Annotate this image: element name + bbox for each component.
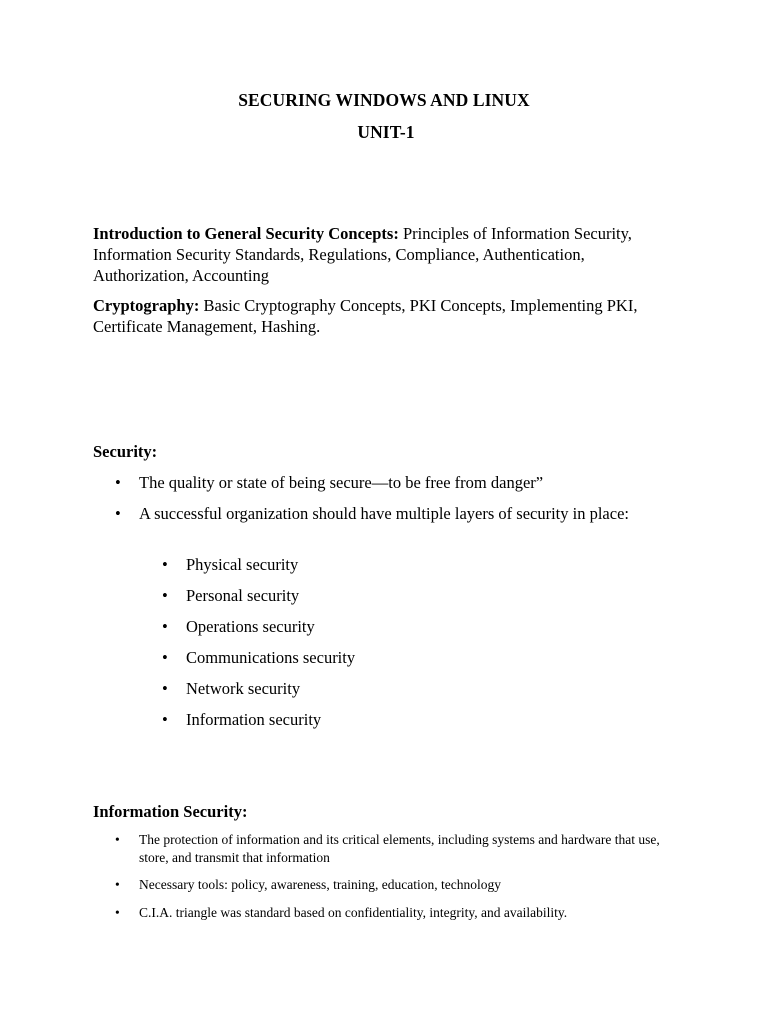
bullet-icon: • [115, 877, 120, 892]
bullet-icon: • [115, 905, 120, 920]
security-bullet-list [115, 472, 675, 524]
document-title [0, 89, 768, 143]
list-item: • The protection of information and its critical elements, including systems and hardware that use, store, and transmit that information [115, 832, 660, 865]
title-line-2: UNIT-1 [357, 122, 415, 142]
syllabus-intro-text: Principles of Information Security, Information Security Standards, Regulations, Compliance, Authentication, Authorization, Accounting [93, 224, 632, 285]
bullet-icon: • [115, 832, 120, 847]
list-item: • Network security [162, 679, 301, 698]
bullet-icon: • [162, 710, 168, 729]
information-security-bullet-list [115, 831, 675, 922]
security-layers-list [162, 554, 562, 740]
list-item: • Physical security [162, 555, 299, 574]
bullet-icon: • [162, 648, 168, 667]
information-security-heading: Information Security: [93, 802, 248, 821]
security-heading: Security: [93, 442, 158, 461]
list-item: • C.I.A. triangle was standard based on confidentiality, integrity, and availability. [115, 905, 568, 920]
list-item: • Communications security [162, 648, 356, 667]
bullet-icon: • [162, 617, 168, 636]
list-item: • Information security [162, 710, 322, 729]
title-line-1: SECURING WINDOWS AND LINUX [238, 90, 530, 110]
bullet-icon: • [162, 555, 168, 574]
bullet-icon: • [115, 504, 121, 523]
list-item: • Operations security [162, 617, 315, 636]
syllabus-crypto-paragraph [93, 295, 673, 337]
list-item: • Necessary tools: policy, awareness, training, education, technology [115, 877, 502, 892]
list-item: • The quality or state of being secure—to be free from danger” [115, 473, 544, 492]
bullet-icon: • [162, 586, 168, 605]
syllabus-intro-paragraph [93, 223, 673, 286]
bullet-icon: • [115, 473, 121, 492]
syllabus-intro-label: Introduction to General Security Concepts: [93, 224, 399, 243]
list-item: • Personal security [162, 586, 300, 605]
bullet-icon: • [162, 679, 168, 698]
syllabus-crypto-label: Cryptography: [93, 296, 200, 315]
syllabus-crypto-text: Basic Cryptography Concepts, PKI Concepts, Implementing PKI, Certificate Management, Hashing. [93, 296, 638, 336]
list-item: • A successful organization should have multiple layers of security in place: [115, 504, 629, 523]
